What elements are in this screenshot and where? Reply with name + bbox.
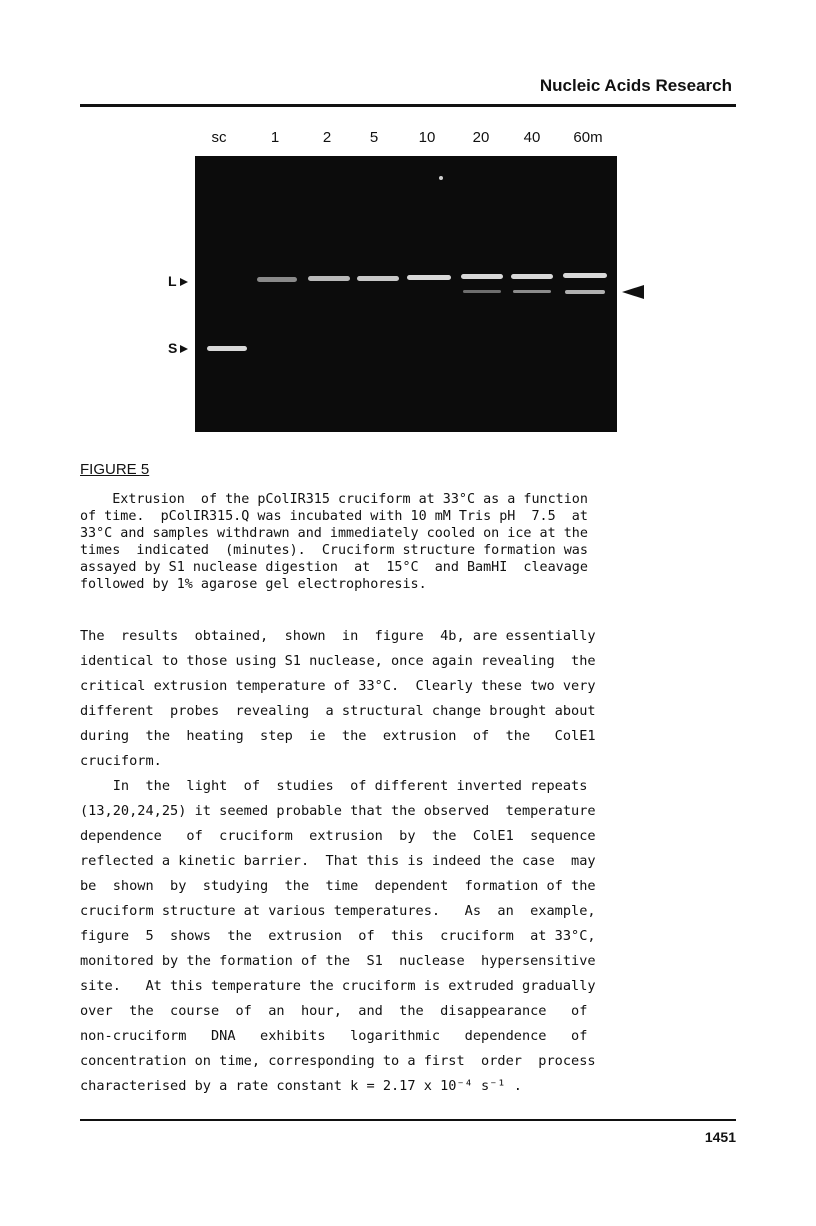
lane-label-2: 2 — [322, 129, 332, 146]
lane-label-1: 1 — [270, 129, 280, 146]
lane-label-sc: sc — [211, 129, 227, 146]
header-rule — [80, 104, 736, 107]
caption-line: followed by 1% agarose gel electrophoresis. — [80, 577, 427, 592]
gel-band-l-1 — [257, 277, 297, 282]
body-line: characterised by a rate constant k = 2.17 x 10⁻⁴ s⁻¹ . — [80, 1078, 522, 1094]
lane-label-60m: 60m — [573, 129, 603, 146]
marker-l-arrow-icon — [180, 278, 188, 286]
gel-band-l-2 — [308, 276, 350, 281]
gel-band-cut-40 — [513, 290, 551, 293]
body-line: reflected a kinetic barrier. That this is indeed the case may — [80, 853, 596, 869]
body-line: figure 5 shows the extrusion of this cruciform at 33°C, — [80, 928, 596, 944]
lane-label-40: 40 — [523, 129, 541, 146]
gel-band-l-5 — [357, 276, 399, 281]
caption-line: assayed by S1 nuclease digestion at 15°C and BamHI cleavage — [80, 560, 588, 575]
body-line: during the heating step ie the extrusion of the ColE1 — [80, 728, 596, 744]
body-line: monitored by the formation of the S1 nuclease hypersensitive — [80, 953, 596, 969]
body-line: The results obtained, shown in figure 4b, are essentially — [80, 628, 596, 644]
body-line: site. At this temperature the cruciform is extruded gradually — [80, 978, 596, 994]
marker-l — [168, 273, 188, 289]
caption-line: times indicated (minutes). Cruciform structure formation was — [80, 543, 588, 558]
agarose-gel-image — [195, 156, 617, 432]
body-line: be shown by studying the time dependent formation of the — [80, 878, 596, 894]
body-line: concentration on time, corresponding to a first order process — [80, 1053, 596, 1069]
caption-line: Extrusion of the pColIR315 cruciform at 33°C as a function — [80, 492, 588, 507]
body-line: over the course of an hour, and the disappearance of — [80, 1003, 588, 1019]
gel-band-l-10 — [407, 275, 451, 280]
lane-label-20: 20 — [472, 129, 490, 146]
figure-caption — [80, 491, 716, 593]
body-line: cruciform. — [80, 753, 162, 769]
marker-s-label: S — [168, 340, 178, 356]
body-text — [80, 624, 720, 1099]
marker-s — [168, 340, 188, 356]
figure-title: FIGURE 5 — [80, 461, 150, 478]
gel-band-cut-60 — [565, 290, 605, 294]
gel-band-l-40 — [511, 274, 553, 279]
caption-line: of time. pColIR315.Q was incubated with 10 mM Tris pH 7.5 at — [80, 509, 588, 524]
journal-title: Nucleic Acids Research — [539, 76, 732, 95]
body-line: (13,20,24,25) it seemed probable that the observed temperature — [80, 803, 596, 819]
body-line: critical extrusion temperature of 33°C. Clearly these two very — [80, 678, 596, 694]
gel-band-l-20 — [461, 274, 503, 279]
caption-line: 33°C and samples withdrawn and immediately cooled on ice at the — [80, 526, 588, 541]
lane-label-5: 5 — [369, 129, 379, 146]
cut-band-arrow-icon — [622, 285, 644, 299]
gel-band-cut-20 — [463, 290, 501, 293]
body-line: cruciform structure at various temperatures. As an example, — [80, 903, 596, 919]
footer-rule — [80, 1119, 736, 1121]
body-line: non-cruciform DNA exhibits logarithmic dependence of — [80, 1028, 588, 1044]
gel-speck — [439, 176, 443, 180]
body-line: dependence of cruciform extrusion by the ColE1 sequence — [80, 828, 596, 844]
marker-s-arrow-icon — [180, 345, 188, 353]
body-line: different probes revealing a structural change brought about — [80, 703, 596, 719]
lane-label-10: 10 — [418, 129, 436, 146]
page-number: 1451 — [704, 1129, 736, 1145]
marker-l-label: L — [168, 273, 177, 289]
body-line: In the light of studies of different inverted repeats — [80, 778, 588, 794]
gel-band-l-60 — [563, 273, 607, 278]
gel-band-s-sc — [207, 346, 247, 351]
body-line: identical to those using S1 nuclease, once again revealing the — [80, 653, 596, 669]
